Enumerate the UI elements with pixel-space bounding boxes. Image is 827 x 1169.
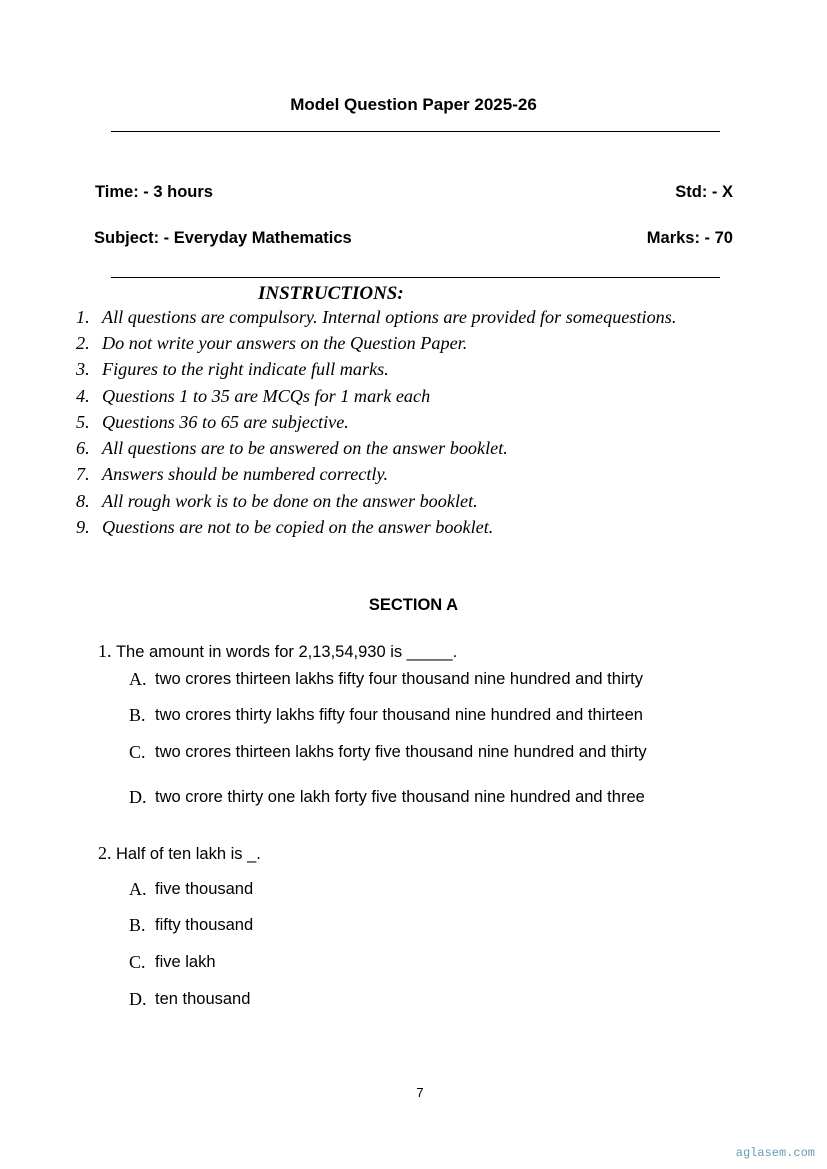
page-title: Model Question Paper 2025-26: [290, 95, 537, 114]
option-text: two crores thirty lakhs fifty four thousand nine hundred and thirteen: [155, 706, 643, 724]
instruction-text: Do not write your answers on the Question Paper.: [102, 333, 468, 353]
instruction-text: Answers should be numbered correctly.: [102, 464, 389, 484]
instruction-number: 8.: [76, 491, 90, 511]
option-letter: A.: [129, 669, 147, 689]
title-divider: [111, 131, 720, 132]
option-letter: D.: [129, 989, 147, 1009]
option-1d: [0, 787, 827, 811]
option-2b: [0, 915, 827, 939]
watermark-text: aglasem.com: [735, 1146, 815, 1160]
instruction-text: Questions are not to be copied on the answer booklet.: [102, 517, 494, 537]
option-letter: B.: [129, 705, 146, 725]
page-number: 7: [416, 1085, 424, 1100]
instructions-heading: INSTRUCTIONS:: [258, 283, 404, 304]
option-2c: [0, 952, 827, 976]
option-text: ten thousand: [155, 990, 251, 1008]
instruction-text: All questions are compulsory. Internal options are provided for somequestions.: [102, 307, 677, 327]
instruction-text: All rough work is to be done on the answer booklet.: [102, 491, 478, 511]
option-1c: [0, 742, 827, 766]
std-label: Std: - X: [675, 183, 733, 201]
section-title: SECTION A: [368, 596, 459, 614]
option-text: two crores thirteen lakhs fifty four thousand nine hundred and thirty: [155, 670, 643, 688]
option-letter: D.: [129, 787, 147, 807]
instruction-text: All questions are to be answered on the answer booklet.: [102, 438, 508, 458]
instruction-number: 7.: [76, 464, 90, 484]
option-letter: C.: [129, 952, 146, 972]
subject-label: Subject: - Everyday Mathematics: [94, 229, 352, 247]
question-1: [98, 641, 457, 662]
instruction-text: Questions 1 to 35 are MCQs for 1 mark each: [102, 386, 431, 406]
option-2a: [0, 879, 827, 903]
option-letter: C.: [129, 742, 146, 762]
question-2: [98, 843, 261, 864]
instruction-text: Questions 36 to 65 are subjective.: [102, 412, 349, 432]
option-text: two crore thirty one lakh forty five thousand nine hundred and three: [155, 788, 645, 806]
instruction-number: 4.: [76, 386, 90, 406]
instruction-text: Figures to the right indicate full marks.: [102, 359, 389, 379]
option-letter: A.: [129, 879, 147, 899]
option-1a: [0, 669, 827, 693]
time-label: Time: - 3 hours: [95, 183, 213, 201]
option-text: five thousand: [155, 880, 254, 898]
option-text: fifty thousand: [155, 916, 254, 934]
marks-label: Marks: - 70: [646, 229, 733, 247]
question-number: 2.: [98, 843, 112, 863]
instruction-number: 1.: [76, 307, 90, 327]
instruction-number: 3.: [76, 359, 90, 379]
instruction-number: 2.: [76, 333, 90, 353]
option-2d: [0, 989, 827, 1013]
header-divider: [111, 277, 720, 278]
instruction-number: 6.: [76, 438, 90, 458]
instruction-number: 5.: [76, 412, 90, 432]
instruction-number: 9.: [76, 517, 90, 537]
option-text: two crores thirteen lakhs forty five thousand nine hundred and thirty: [155, 743, 647, 761]
option-letter: B.: [129, 915, 146, 935]
question-text: Half of ten lakh is _.: [115, 845, 261, 863]
question-number: 1.: [98, 641, 112, 661]
option-1b: [0, 705, 827, 729]
question-text: The amount in words for 2,13,54,930 is _____.: [115, 643, 458, 661]
option-text: five lakh: [155, 953, 216, 971]
